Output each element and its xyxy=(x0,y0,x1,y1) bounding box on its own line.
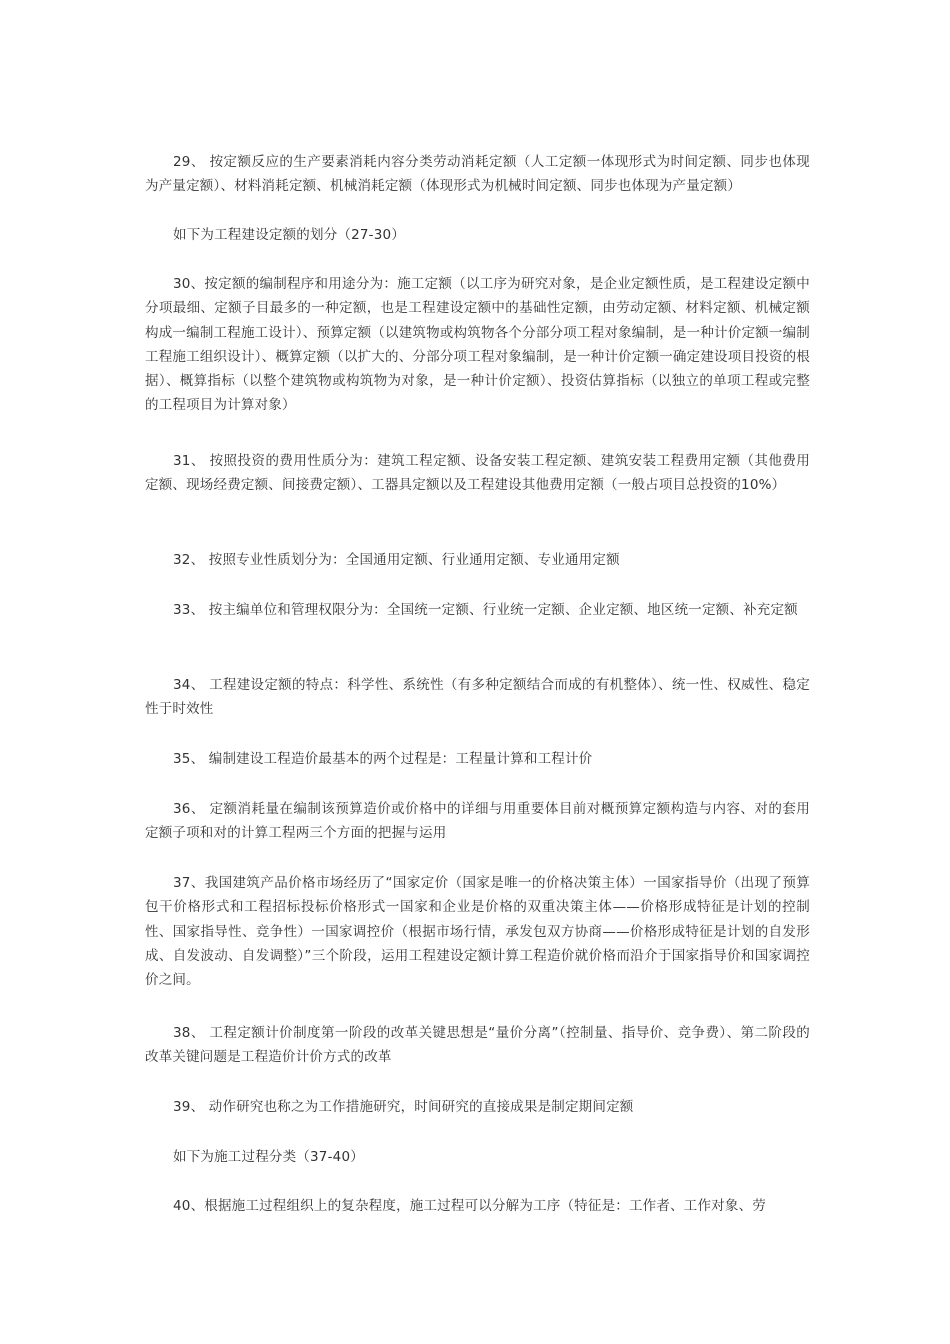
paragraph-37: 37、我国建筑产品价格市场经历了“国家定价（国家是唯一的价格决策主体）一国家指导价（出现了预算包干价格形式和工程招标投标价格形式一国家和企业是价格的双重决策主体——价格形成特征是计划的控制性、国家指导性、竞争性）一国家调控价（根据市场行情，承发包双方协商——价格形成特征是计划的自发形成、自发波动、自发调整）”三个阶段，运用工程建设定额计算工程造价就价格而沿介于国家指导价和国家调控价之间。 xyxy=(145,875,810,989)
paragraph-35: 35、 编制建设工程造价最基本的两个过程是：工程量计算和工程计价 xyxy=(173,751,593,767)
paragraph-30: 30、按定额的编制程序和用途分为：施工定额（以工序为研究对象，是企业定额性质，是工程建设定额中分项最细、定额子目最多的一种定额，也是工程建设定额中的基础性定额，由劳动定额、材料定额、机械定额构成一编制工程施工设计）、预算定额（以建筑物或构筑物各个分部分项工程对象编制，是一种计价定额一编制工程施工组织设计）、概算定额（以扩大的、分部分项工程对象编制，是一种计价定额一确定建设项目投资的根据）、概算指标（以整个建筑物或构筑物为对象，是一种计价定额）、投资估算指标（以独立的单项工程或完整的工程项目为计算对象） xyxy=(145,276,810,414)
section-heading-37-40: 如下为施工过程分类（37-40） xyxy=(173,1149,364,1165)
paragraph-31: 31、 按照投资的费用性质分为：建筑工程定额、设备安装工程定额、建筑安装工程费用定额（其他费用定额、现场经费定额、间接费定额）、工器具定额以及工程建设其他费用定额（一般占项目总投资的10%） xyxy=(145,453,810,494)
paragraph-34: 34、 工程建设定额的特点：科学性、系统性（有多种定额结合而成的有机整体）、统一性、权威性、稳定性于时效性 xyxy=(145,677,810,718)
paragraph-33: 33、 按主编单位和管理权限分为：全国统一定额、行业统一定额、企业定额、地区统一定额、补充定额 xyxy=(173,602,798,618)
paragraph-38: 38、 工程定额计价制度第一阶段的改革关键思想是“量价分离”（控制量、指导价、竞争费）、第二阶段的改革关键问题是工程造价计价方式的改革 xyxy=(145,1025,810,1066)
paragraph-40: 40、根据施工过程组织上的复杂程度，施工过程可以分解为工序（特征是：工作者、工作对象、劳 xyxy=(173,1198,766,1214)
paragraph-39: 39、 动作研究也称之为工作措施研究，时间研究的直接成果是制定期间定额 xyxy=(173,1099,634,1115)
paragraph-32: 32、 按照专业性质划分为：全国通用定额、行业通用定额、专业通用定额 xyxy=(173,552,620,568)
section-heading-27-30: 如下为工程建设定额的划分（27-30） xyxy=(173,227,406,243)
paragraph-29: 29、 按定额反应的生产要素消耗内容分类劳动消耗定额（人工定额一体现形式为时间定额、同步也体现为产量定额）、材料消耗定额、机械消耗定额（体现形式为机械时间定额、同步也体现为产量定额） xyxy=(145,154,810,195)
paragraph-36: 36、 定额消耗量在编制该预算造价或价格中的详细与用重要体目前对概预算定额构造与内容、对的套用定额子项和对的计算工程两三个方面的把握与运用 xyxy=(145,801,810,842)
